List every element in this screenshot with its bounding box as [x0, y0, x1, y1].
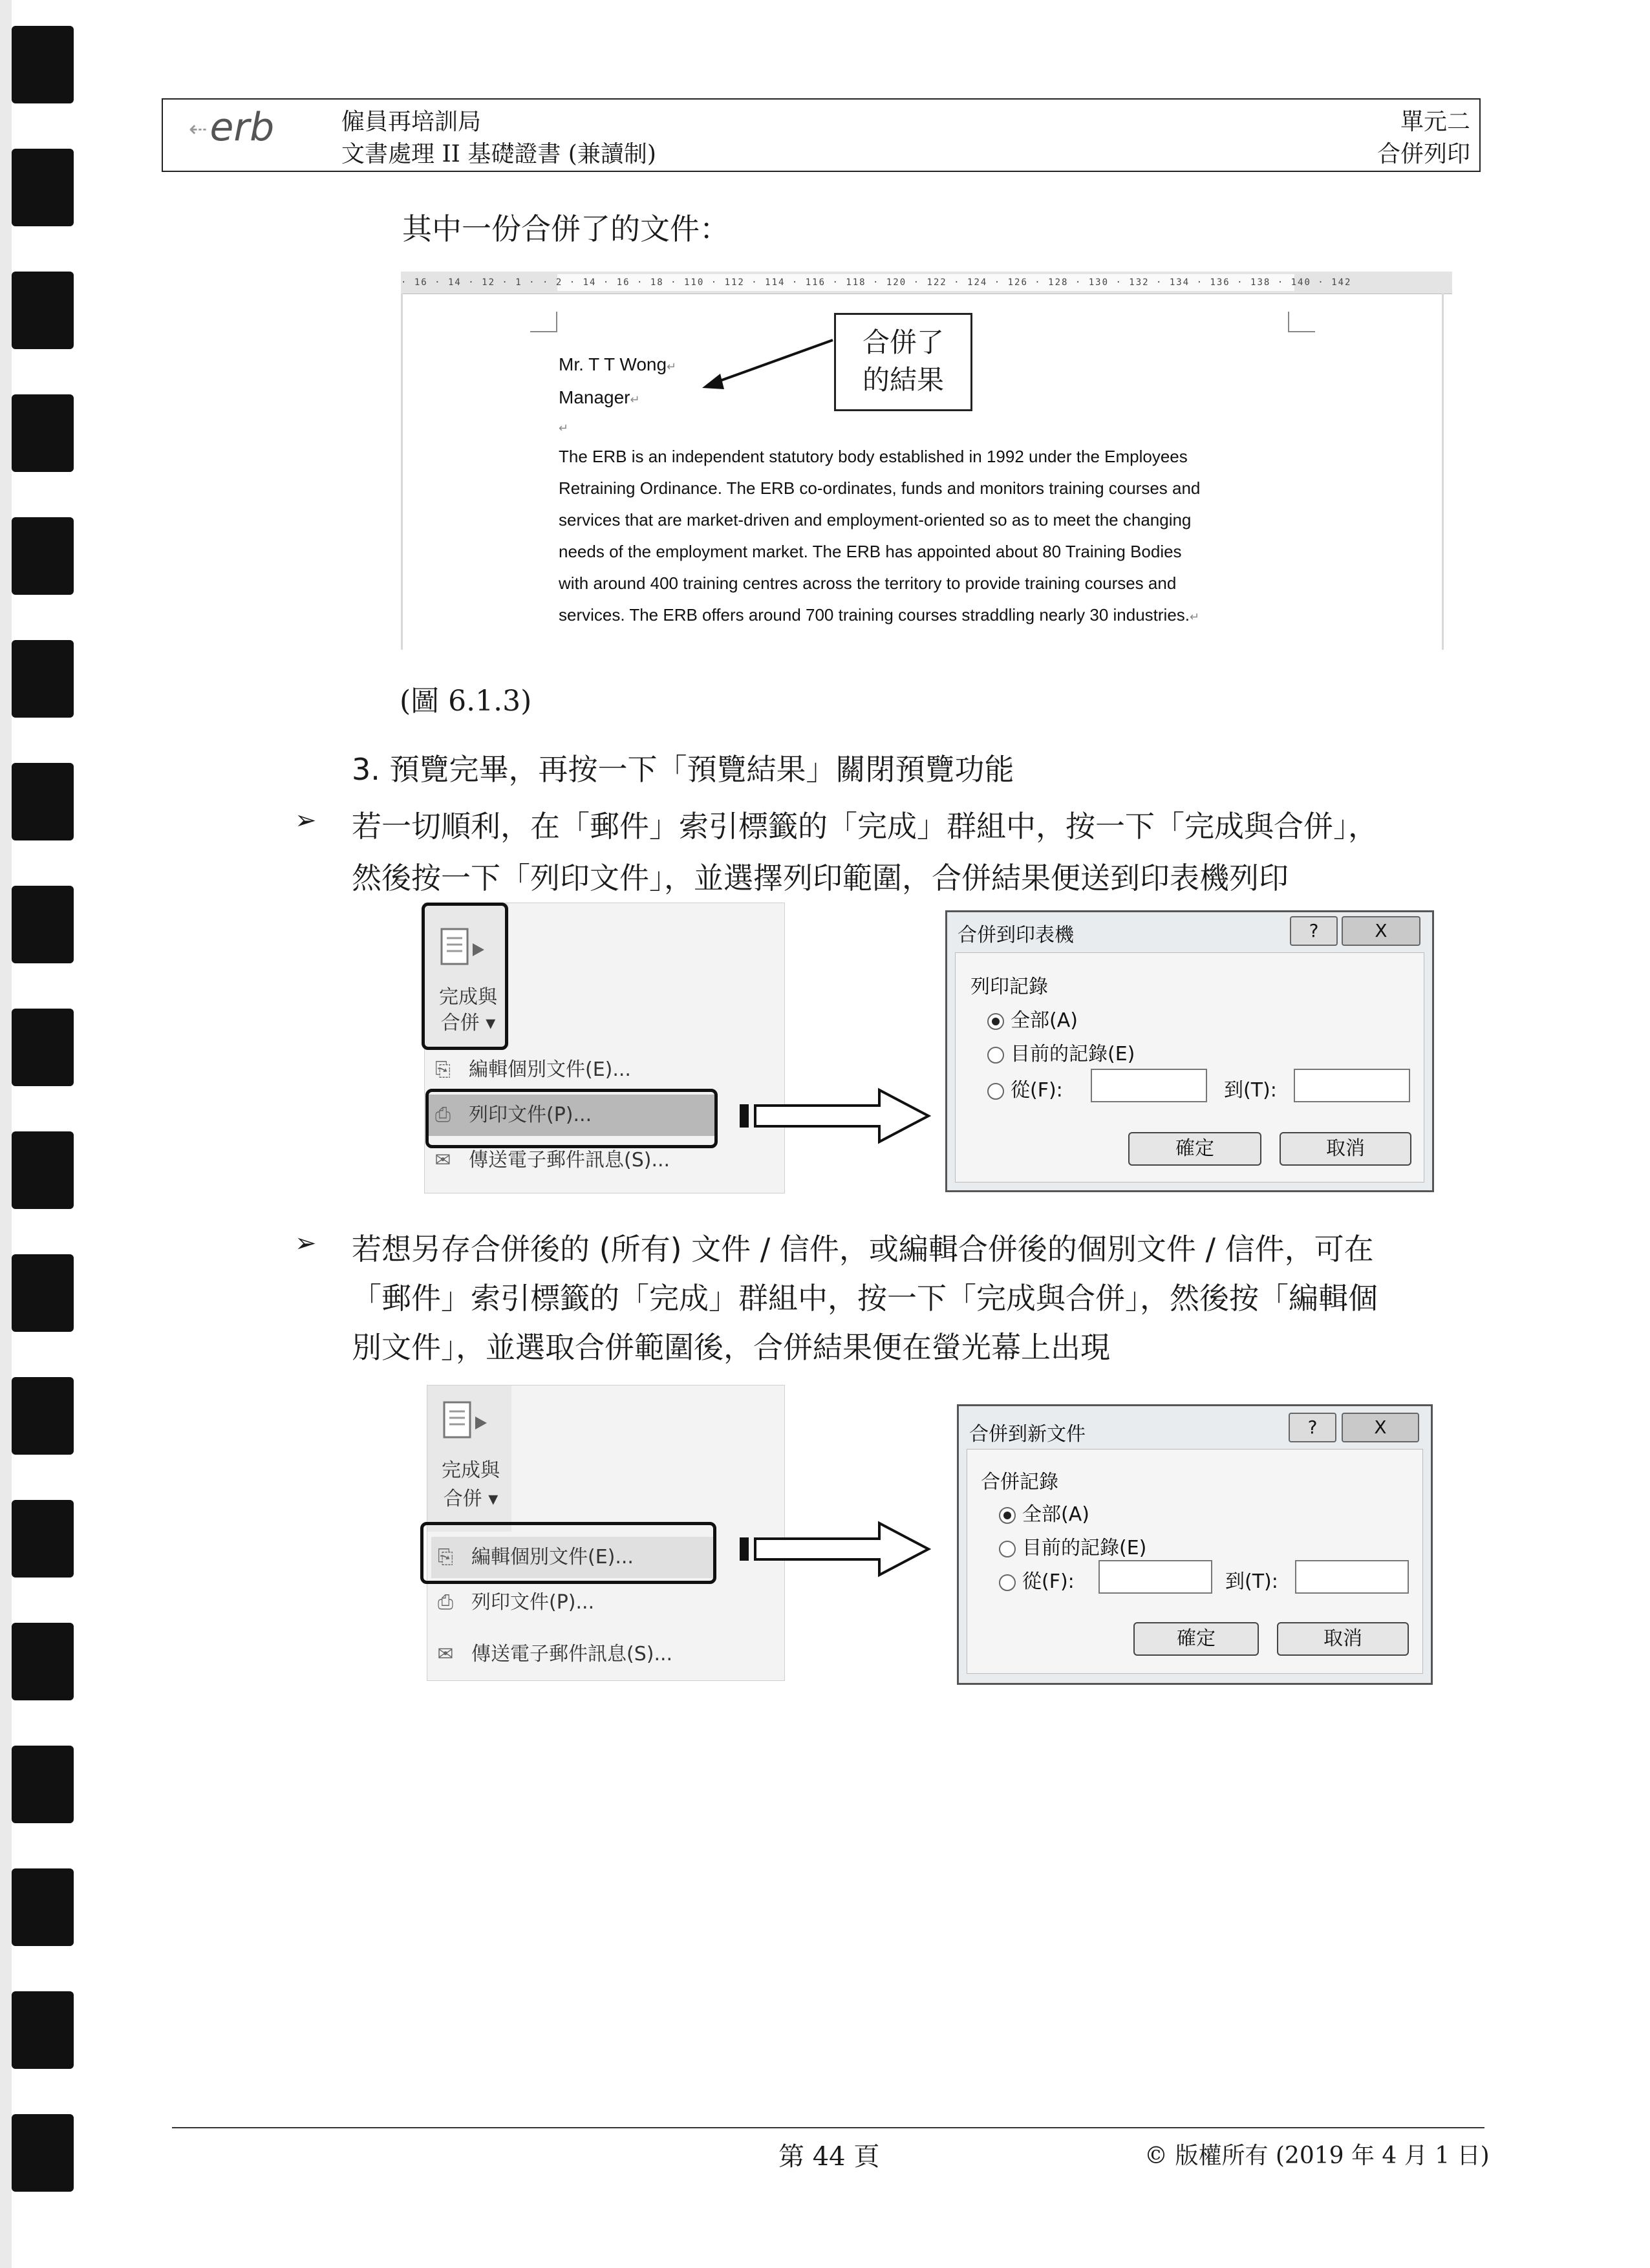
callout-arrow-icon: [698, 336, 841, 401]
body-paragraph: The ERB is an independent statutory body established in 1992 under the Employees Retraining Ordinance. The ERB co-ordinates, funds and monitors training courses and services that are market-driven and employment-oriented so as to meet the changing needs of the employment market. The ERB has appointed about 80 Training Bodies with around 400 training centres across the territory to provide training courses and services. The ERB offers around 700 training courses straddling nearly 30 industries.↵: [559, 447, 1201, 625]
to-label: 到(T):: [1225, 1570, 1278, 1593]
finish-merge-label-2: 合併 ▾: [440, 1012, 496, 1034]
edit-documents-icon: ⎘: [435, 1058, 451, 1081]
dialog-title: 合併到印表機: [958, 924, 1074, 947]
from-input[interactable]: [1098, 1560, 1212, 1594]
email-icon: ✉: [437, 1643, 454, 1665]
bullet-2-line-1: 若想另存合併後的 (所有) 文件 / 信件，或編輯合併後的個別文件 / 信件，可在: [352, 1232, 1374, 1267]
ruler: [401, 272, 1452, 294]
header-org: 僱員再培訓局: [341, 109, 482, 135]
merge-result-callout: 合併了 的結果: [834, 313, 972, 411]
header-topic: 合併列印: [1377, 141, 1470, 167]
from-input[interactable]: [1091, 1069, 1207, 1102]
paragraph-mark: ↵: [559, 422, 569, 434]
radio-all[interactable]: 全部(A): [999, 1498, 1089, 1526]
spiral-binding: [0, 0, 78, 2268]
ok-button[interactable]: 確定: [1128, 1132, 1261, 1166]
logo-arrow-icon: ⇠: [189, 116, 208, 143]
bullet-2-line-3: 別文件」，並選取合併範圍後，合併結果便在螢光幕上出現: [352, 1330, 1110, 1365]
menu-send-email[interactable]: ✉ 傳送電子郵件訊息(S)...: [431, 1634, 767, 1675]
cancel-button[interactable]: 取消: [1277, 1622, 1409, 1656]
finish-merge-label-1: 完成與: [439, 986, 497, 1009]
radio-from[interactable]: 從(F):: [999, 1565, 1075, 1594]
radio-current-record[interactable]: 目前的記錄(E): [987, 1038, 1135, 1066]
header-unit: 單元二: [1400, 109, 1470, 135]
to-label: 到(T):: [1224, 1079, 1277, 1102]
recipient-title: Manager↵: [559, 387, 640, 407]
recipient-name: Mr. T T Wong↵: [559, 354, 677, 374]
bullet-1-line-1: 若一切順利，在「郵件」索引標籤的「完成」群組中，按一下「完成與合併」，: [352, 809, 1378, 844]
finish-merge-icon: [442, 1400, 493, 1451]
highlight-finish-merge: [422, 903, 508, 1050]
to-input[interactable]: [1295, 1560, 1409, 1594]
header-course: 文書處理 II 基礎證書 (兼讀制): [341, 141, 656, 167]
footer-rule: [172, 2127, 1484, 2128]
menu-print-documents[interactable]: ⎙ 列印文件(P)...: [431, 1582, 767, 1623]
cancel-button[interactable]: 取消: [1280, 1132, 1411, 1166]
page-header: [162, 98, 1481, 172]
big-arrow-icon: [737, 1517, 938, 1581]
bullet-icon: ➢: [295, 1228, 317, 1258]
margin-corner-left: [530, 312, 557, 332]
radio-all[interactable]: 全部(A): [987, 1004, 1078, 1032]
highlight-print-item: [425, 1089, 718, 1148]
figure-caption: (圖 6.1.3): [400, 685, 532, 718]
radio-from[interactable]: 從(F):: [987, 1074, 1063, 1102]
finish-merge-label-2: 合併 ▾: [443, 1488, 498, 1510]
bullet-icon: ➢: [295, 806, 317, 835]
highlight-edit-item: [420, 1522, 716, 1584]
email-icon: ✉: [434, 1149, 451, 1171]
menu-send-email[interactable]: ✉ 傳送電子郵件訊息(S)...: [429, 1140, 765, 1181]
dialog-title: 合併到新文件: [969, 1423, 1086, 1446]
radio-current-record[interactable]: 目前的記錄(E): [999, 1532, 1146, 1560]
to-input[interactable]: [1294, 1069, 1410, 1102]
menu-print-documents[interactable]: ⎙ 列印文件(P)...: [429, 1095, 714, 1136]
merge-records-label: 合併記錄: [981, 1471, 1058, 1493]
print-records-label: 列印記錄: [970, 976, 1048, 998]
merge-to-printer-dialog: [945, 910, 1434, 1192]
intro-text: 其中一份合併了的文件：: [402, 211, 729, 246]
ruler-ticks: · 16 · 14 · 12 · 1 · · 2 · 14 · 16 · 18 · 110 · 112 · 114 · 116 · 118 · 120 · 122 · 124 · 126 · 128 · 130 · 132 · 134 · 136 · 138 · 140 · 142: [401, 277, 1352, 288]
step-3-text: 3. 預覽完畢，再按一下「預覽結果」關閉預覽功能: [352, 752, 1014, 787]
close-button[interactable]: X: [1342, 916, 1420, 946]
erb-logo: ⇠erb: [189, 105, 275, 150]
big-arrow-icon: [737, 1084, 938, 1148]
copyright: © 版權所有 (2019 年 4 月 1 日): [1144, 2143, 1490, 2169]
ok-button[interactable]: 確定: [1133, 1622, 1259, 1656]
menu-edit-individual[interactable]: ⎘ 編輯個別文件(E)...: [429, 1049, 765, 1091]
bullet-2-line-2: 「郵件」索引標籤的「完成」群組中，按一下「完成與合併」，然後按「編輯個: [352, 1281, 1378, 1316]
help-button[interactable]: ?: [1290, 916, 1338, 946]
merge-to-new-document-dialog: [957, 1404, 1433, 1685]
finish-merge-label-1: 完成與: [442, 1459, 500, 1482]
edit-documents-icon: ⎘: [438, 1546, 453, 1568]
printer-icon: ⎙: [435, 1104, 451, 1126]
bullet-1-line-2: 然後按一下「列印文件」，並選擇列印範圍，合併結果便送到印表機列印: [352, 861, 1289, 895]
help-button[interactable]: ?: [1289, 1413, 1336, 1442]
page-number: 第 44 頁: [778, 2142, 880, 2172]
margin-corner-right: [1288, 312, 1315, 332]
close-button[interactable]: X: [1342, 1413, 1419, 1442]
menu-edit-individual[interactable]: ⎘ 編輯個別文件(E)...: [431, 1537, 713, 1578]
printer-icon: ⎙: [438, 1591, 453, 1614]
